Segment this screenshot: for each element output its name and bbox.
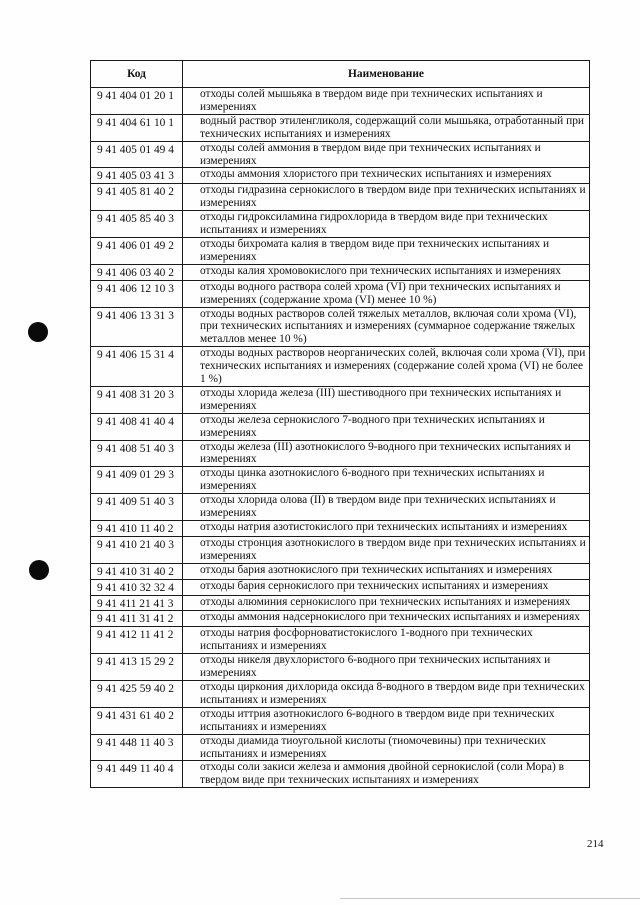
waste-name-cell: отходы водных растворов неорганических солей, включая соли хрома (VI), при технических испытаниях и измерениях (содержание солей хрома (VI) не более 1 %)	[183, 347, 590, 387]
table-row	[91, 211, 590, 238]
scan-edge-line	[340, 898, 640, 899]
waste-code-cell: 9 41 431 61 40 2	[91, 707, 183, 734]
waste-code-cell: 9 41 425 59 40 2	[91, 680, 183, 707]
waste-name-cell: водный раствор этиленгликоля, содержащий соли мышьяка, отработанный при технических испытаниях и измерениях	[183, 114, 590, 141]
waste-code-cell: 9 41 405 01 49 4	[91, 141, 183, 168]
table-row	[91, 734, 590, 761]
waste-code-cell: 9 41 406 15 31 4	[91, 347, 183, 387]
punch-hole	[29, 560, 49, 580]
waste-code-cell: 9 41 449 11 40 4	[91, 761, 183, 788]
column-header-name: Наименование	[183, 61, 590, 88]
waste-code-cell: 9 41 411 21 41 3	[91, 595, 183, 611]
waste-code-cell: 9 41 405 03 41 3	[91, 168, 183, 184]
table-row	[91, 521, 590, 537]
waste-name-cell: отходы железа сернокислого 7-водного при технических испытаниях и измерениях	[183, 413, 590, 440]
waste-name-cell: отходы солей мышьяка в твердом виде при технических испытаниях и измерениях	[183, 88, 590, 115]
waste-name-cell: отходы аммония хлористого при технических испытаниях и измерениях	[183, 168, 590, 184]
waste-name-cell: отходы цинка азотнокислого 6-водного при технических испытаниях и измерениях	[183, 467, 590, 494]
waste-name-cell: отходы аммония надсернокислого при технических испытаниях и измерениях	[183, 611, 590, 627]
table-row	[91, 654, 590, 681]
punch-hole	[28, 322, 48, 342]
waste-name-cell: отходы железа (III) азотнокислого 9-водного при технических испытаниях и измерениях	[183, 440, 590, 467]
table-row	[91, 536, 590, 563]
table-row	[91, 680, 590, 707]
waste-name-cell: отходы никеля двухлористого 6-водного при технических испытаниях и измерениях	[183, 654, 590, 681]
waste-name-cell: отходы циркония дихлорида оксида 8-водного в твердом виде при технических испытаниях и измерениях	[183, 680, 590, 707]
table-row	[91, 168, 590, 184]
waste-name-cell: отходы бихромата калия в твердом виде при технических испытаниях и измерениях	[183, 237, 590, 264]
table-row	[91, 347, 590, 387]
waste-name-cell: отходы иттрия азотнокислого 6-водного в твердом виде при технических испытаниях и измерениях	[183, 707, 590, 734]
waste-code-cell: 9 41 410 31 40 2	[91, 563, 183, 579]
waste-code-cell: 9 41 410 32 32 4	[91, 579, 183, 595]
table-row	[91, 563, 590, 579]
waste-code-cell: 9 41 411 31 41 2	[91, 611, 183, 627]
waste-code-cell: 9 41 406 13 31 3	[91, 307, 183, 347]
waste-code-cell: 9 41 408 41 40 4	[91, 413, 183, 440]
table-row	[91, 114, 590, 141]
table-row	[91, 386, 590, 413]
waste-name-cell: отходы хлорида олова (II) в твердом виде при технических испытаниях и измерениях	[183, 494, 590, 521]
table-row	[91, 237, 590, 264]
waste-name-cell: отходы стронция азотнокислого в твердом виде при технических испытаниях и измерениях	[183, 536, 590, 563]
waste-code-cell: 9 41 408 51 40 3	[91, 440, 183, 467]
waste-name-cell: отходы водных растворов солей тяжелых металлов, включая соли хрома (VI), при технических испытаниях и измерениях (суммарное содержание тяжелых металлов менее 10 %)	[183, 307, 590, 347]
waste-code-table	[90, 60, 590, 788]
column-header-code: Код	[91, 61, 183, 88]
waste-code-cell: 9 41 406 03 40 2	[91, 264, 183, 280]
waste-code-cell: 9 41 405 81 40 2	[91, 184, 183, 211]
table-row	[91, 579, 590, 595]
table-row	[91, 595, 590, 611]
table-row	[91, 627, 590, 654]
waste-name-cell: отходы бария азотнокислого при технических испытаниях и измерениях	[183, 563, 590, 579]
table-row	[91, 184, 590, 211]
waste-name-cell: отходы диамида тиоугольной кислоты (тиомочевины) при технических испытаниях и измерениях	[183, 734, 590, 761]
table-row	[91, 467, 590, 494]
table-row	[91, 307, 590, 347]
table-row	[91, 494, 590, 521]
table-row	[91, 413, 590, 440]
table-row	[91, 761, 590, 788]
waste-name-cell: отходы бария сернокислого при технических испытаниях и измерениях	[183, 579, 590, 595]
waste-code-cell: 9 41 408 31 20 3	[91, 386, 183, 413]
waste-name-cell: отходы натрия азотистокислого при технических испытаниях и измерениях	[183, 521, 590, 537]
waste-code-cell: 9 41 410 21 40 3	[91, 536, 183, 563]
waste-name-cell: отходы солей аммония в твердом виде при технических испытаниях и измерениях	[183, 141, 590, 168]
table-row	[91, 611, 590, 627]
waste-name-cell: отходы водного раствора солей хрома (VI) при технических испытаниях и измерениях (содержание хрома (VI) менее 10 %)	[183, 280, 590, 307]
waste-name-cell: отходы соли закиси железа и аммония двойной сернокислой (соли Мора) в твердом виде при технических испытаниях и измерениях	[183, 761, 590, 788]
waste-code-cell: 9 41 409 51 40 3	[91, 494, 183, 521]
waste-code-cell: 9 41 412 11 41 2	[91, 627, 183, 654]
table-row	[91, 88, 590, 115]
waste-code-cell: 9 41 448 11 40 3	[91, 734, 183, 761]
waste-code-cell: 9 41 404 01 20 1	[91, 88, 183, 115]
waste-name-cell: отходы алюминия сернокислого при технических испытаниях и измерениях	[183, 595, 590, 611]
page-number: 214	[587, 838, 604, 850]
waste-name-cell: отходы калия хромовокислого при технических испытаниях и измерениях	[183, 264, 590, 280]
waste-code-cell: 9 41 405 85 40 3	[91, 211, 183, 238]
waste-name-cell: отходы гидроксиламина гидрохлорида в твердом виде при технических испытаниях и измерениях	[183, 211, 590, 238]
waste-name-cell: отходы гидразина сернокислого в твердом виде при технических испытаниях и измерениях	[183, 184, 590, 211]
waste-name-cell: отходы хлорида железа (III) шестиводного при технических испытаниях и измерениях	[183, 386, 590, 413]
table-row	[91, 707, 590, 734]
table-row	[91, 280, 590, 307]
table-row	[91, 440, 590, 467]
table-header-row	[91, 61, 590, 88]
waste-code-cell: 9 41 406 01 49 2	[91, 237, 183, 264]
waste-code-cell: 9 41 409 01 29 3	[91, 467, 183, 494]
waste-name-cell: отходы натрия фосфорноватистокислого 1-водного при технических испытаниях и измерениях	[183, 627, 590, 654]
table-row	[91, 264, 590, 280]
table-body	[91, 88, 590, 788]
waste-code-cell: 9 41 406 12 10 3	[91, 280, 183, 307]
table-row	[91, 141, 590, 168]
waste-code-cell: 9 41 413 15 29 2	[91, 654, 183, 681]
waste-code-cell: 9 41 410 11 40 2	[91, 521, 183, 537]
waste-code-cell: 9 41 404 61 10 1	[91, 114, 183, 141]
